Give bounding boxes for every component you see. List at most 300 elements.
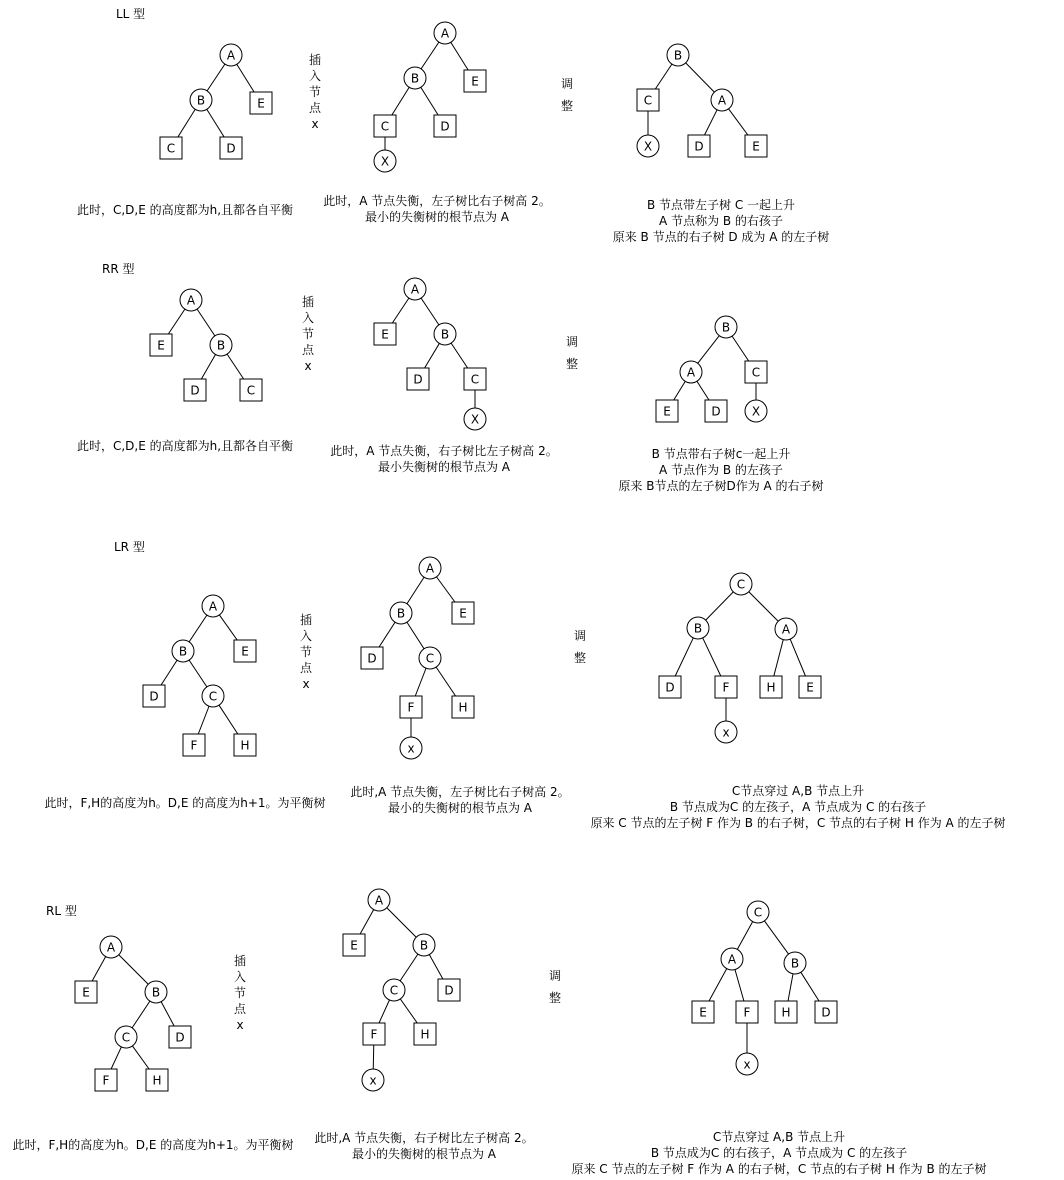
node-c: [730, 573, 752, 595]
caption-line: 此时,A 节点失衡，右子树比左子树高 2。: [314, 1131, 534, 1145]
caption-inserted: [314, 1130, 533, 1161]
caption-line: 此时，A 节点失衡，右子树比左子树高 2。: [330, 444, 558, 458]
tree-edge: [698, 336, 719, 364]
insert-label-char: 节: [233, 986, 247, 1000]
subtree-d: [815, 1001, 837, 1023]
subtree-d: [438, 979, 460, 1001]
adjust-label-char: 调: [565, 335, 579, 349]
node-label: E: [459, 606, 467, 621]
subtree-c: [464, 368, 486, 390]
node-label: C: [753, 905, 763, 920]
adjust-label-char: 调: [548, 969, 562, 983]
tree-edge: [415, 668, 426, 696]
node-c: [383, 979, 405, 1001]
node-x: [715, 721, 737, 743]
subtree-h: [414, 1023, 436, 1045]
subtree-e: [250, 92, 272, 114]
node-label: C: [121, 1030, 131, 1045]
caption-line: 原来 B 节点的右子树 D 成为 A 的左子树: [612, 230, 830, 244]
insert-node-label: [302, 294, 315, 373]
subtree-d: [434, 115, 456, 137]
tree-edge: [379, 1000, 389, 1023]
node-label: B: [178, 644, 188, 659]
caption-line: B 节点带左子树 C 一起上升: [646, 198, 796, 212]
tree-edge: [178, 109, 195, 137]
tree-adjusted: [659, 573, 821, 743]
tree-edge: [407, 577, 424, 604]
node-label: C: [751, 365, 761, 380]
insert-label-char: 入: [301, 311, 315, 325]
tree-edge: [749, 592, 778, 621]
node-label: X: [643, 139, 653, 154]
caption-line: C节点穿过 A,B 节点上升: [731, 784, 865, 798]
tree-before: [160, 44, 272, 159]
node-label: E: [752, 139, 760, 154]
subtree-d: [705, 400, 727, 422]
caption-line: 原来 B节点的左子树D作为 A 的右子树: [618, 479, 824, 493]
node-label: A: [717, 93, 727, 108]
node-label: C: [208, 689, 218, 704]
node-label: H: [152, 1073, 162, 1088]
caption-line: 最小的失衡树的根节点为 A: [387, 801, 533, 815]
node-label: A: [686, 365, 696, 380]
node-c: [115, 1026, 137, 1048]
insert-label-char: x: [304, 359, 312, 373]
tree-edge: [429, 955, 443, 979]
node-label: E: [663, 404, 671, 419]
node-label: C: [380, 119, 390, 134]
node-label: F: [102, 1073, 110, 1088]
node-a: [368, 889, 390, 911]
tree-edge: [425, 343, 440, 368]
node-label: C: [389, 983, 399, 998]
node-label: B: [721, 320, 731, 335]
tree-edge: [132, 1001, 150, 1028]
insert-label-char: 节: [308, 85, 322, 99]
node-label: F: [743, 1005, 751, 1020]
tree-adjusted: [656, 316, 767, 422]
tree-edge: [161, 660, 177, 685]
tree-edge: [774, 640, 783, 676]
subtree-d: [169, 1026, 191, 1048]
panel-title: LR 型: [114, 540, 145, 554]
node-label: E: [82, 985, 90, 1000]
tree-edge: [111, 1047, 121, 1069]
subtree-h: [452, 696, 474, 718]
tree-edge: [379, 622, 395, 647]
insert-label-char: 点: [299, 661, 313, 675]
node-x: [745, 400, 767, 422]
panel-title: RR 型: [102, 262, 135, 276]
caption-inserted: [323, 193, 550, 224]
node-label: C: [736, 577, 746, 592]
caption-line: A 节点称为 B 的右孩子: [659, 214, 783, 228]
tree-edge: [421, 42, 439, 69]
subtree-d: [688, 135, 710, 157]
node-b: [413, 934, 435, 956]
tree-inserted: [374, 22, 486, 172]
insert-label-char: 节: [299, 645, 313, 659]
node-label: H: [420, 1027, 430, 1042]
node-label: B: [790, 956, 800, 971]
subtree-e: [692, 1001, 714, 1023]
tree-edge: [709, 969, 727, 1001]
insert-node-label: [309, 52, 322, 131]
node-label: A: [727, 952, 737, 967]
node-b: [210, 334, 232, 356]
tree-edge: [132, 1046, 149, 1069]
adjust-label-char: 整: [560, 99, 574, 113]
subtree-e: [745, 135, 767, 157]
caption-inserted: [350, 784, 569, 815]
tree-edge: [201, 355, 215, 379]
tree-inserted: [343, 889, 460, 1091]
adjust-label: [566, 335, 578, 371]
node-a: [680, 361, 702, 383]
node-label: E: [350, 938, 358, 953]
caption-inserted: [330, 443, 557, 474]
caption-adjusted: [571, 1129, 986, 1176]
node-label: H: [766, 680, 776, 695]
node-a: [721, 948, 743, 970]
node-c: [202, 685, 224, 707]
tree-edge: [421, 298, 439, 325]
subtree-c: [240, 379, 262, 401]
tree-edge: [451, 42, 468, 70]
tree-edge: [790, 639, 805, 676]
subtree-c: [637, 89, 659, 111]
caption-line: B 节点成为C 的右孩子，A 节点成为 C 的左孩子: [650, 1146, 908, 1160]
node-label: H: [458, 700, 468, 715]
tree-edge: [189, 660, 207, 687]
caption-line: 此时，C,D,E 的高度都为h,且都各自平衡: [76, 439, 294, 453]
subtree-f: [736, 1001, 758, 1023]
node-label: x: [369, 1073, 377, 1088]
node-label: D: [444, 983, 454, 998]
node-label: A: [425, 561, 435, 576]
node-label: B: [216, 338, 226, 353]
subtree-e: [150, 334, 172, 356]
tree-edge: [703, 638, 721, 676]
caption-adjusted: [590, 783, 1005, 830]
node-label: A: [226, 48, 236, 63]
node-label: x: [743, 1057, 751, 1072]
caption-line: 此时，A 节点失衡，左子树比右子树高 2。: [323, 194, 551, 208]
panel-title: RL 型: [46, 904, 77, 918]
node-x: [464, 408, 486, 430]
subtree-d: [407, 368, 429, 390]
node-label: E: [241, 644, 249, 659]
node-label: B: [673, 48, 683, 63]
node-a: [180, 289, 202, 311]
tree-edge: [437, 577, 455, 602]
node-label: D: [226, 141, 236, 156]
node-a: [711, 89, 733, 111]
node-label: A: [374, 893, 384, 908]
subtree-e: [656, 400, 678, 422]
node-label: D: [694, 139, 704, 154]
tree-edge: [161, 1002, 174, 1026]
node-label: X: [751, 404, 761, 419]
insert-label-char: 点: [301, 343, 315, 357]
tree-edge: [207, 109, 224, 137]
tree-edge: [207, 64, 225, 91]
adjust-label: [561, 77, 573, 113]
node-label: A: [186, 293, 196, 308]
node-label: A: [208, 599, 218, 614]
adjust-label-char: 整: [548, 991, 562, 1005]
subtree-c: [745, 361, 767, 383]
caption-line: 最小的失衡树的根节点为 A: [351, 1147, 497, 1161]
subtree-e: [452, 602, 474, 624]
tree-edge: [451, 343, 468, 368]
tree-edge: [92, 957, 106, 981]
tree-edge: [407, 622, 424, 649]
tree-edge: [675, 638, 693, 676]
caption-line: B 节点成为C 的左孩子，A 节点成为 C 的右孩子: [669, 800, 927, 814]
insert-label-char: x: [302, 677, 310, 691]
caption-before: [77, 438, 293, 453]
caption-adjusted: [618, 446, 823, 493]
tree-edge: [197, 309, 215, 336]
node-b: [715, 316, 737, 338]
node-label: H: [781, 1005, 791, 1020]
node-b: [434, 323, 456, 345]
subtree-h: [775, 1001, 797, 1023]
tree-edge: [373, 1045, 374, 1069]
caption-line: A 节点作为 B 的左孩子: [659, 463, 783, 477]
caption-line: 此时，F,H的高度为h。D,E 的高度为h+1。为平衡树: [12, 1138, 294, 1152]
subtree-e: [374, 323, 396, 345]
insert-label-char: 点: [308, 101, 322, 115]
tree-edge: [219, 615, 237, 640]
tree-edge: [705, 110, 718, 135]
node-a: [100, 936, 122, 958]
node-a: [434, 22, 456, 44]
subtree-f: [183, 734, 205, 756]
subtree-f: [400, 696, 422, 718]
node-label: E: [699, 1005, 707, 1020]
tree-edge: [392, 298, 409, 323]
subtree-d: [184, 379, 206, 401]
node-label: E: [157, 338, 165, 353]
caption-line: 此时，F,H的高度为h。D,E 的高度为h+1。为平衡树: [44, 796, 326, 810]
insert-node-label: [234, 953, 247, 1032]
tree-edge: [674, 381, 685, 400]
insert-label-char: x: [236, 1018, 244, 1032]
insert-label-char: x: [311, 117, 319, 131]
caption-before: [12, 1137, 293, 1152]
node-label: C: [246, 383, 256, 398]
adjust-label-char: 整: [573, 651, 587, 665]
node-label: D: [665, 680, 675, 695]
node-x: [374, 150, 396, 172]
adjust-label: [549, 969, 561, 1005]
node-b: [172, 640, 194, 662]
panel-ll: [77, 6, 829, 244]
node-b: [667, 44, 689, 66]
tree-edge: [189, 615, 207, 642]
subtree-h: [760, 676, 782, 698]
tree-edge: [237, 64, 254, 92]
node-label: C: [166, 141, 176, 156]
subtree-d: [220, 137, 242, 159]
subtree-d: [659, 676, 681, 698]
subtree-f: [95, 1069, 117, 1091]
node-label: D: [149, 689, 159, 704]
node-label: B: [693, 621, 703, 636]
node-label: B: [396, 606, 406, 621]
node-label: A: [781, 622, 791, 637]
node-label: E: [381, 327, 389, 342]
tree-edge: [387, 908, 416, 937]
tree-inserted: [361, 557, 474, 759]
node-label: C: [643, 93, 653, 108]
node-label: D: [413, 372, 423, 387]
insert-label-char: 节: [301, 327, 315, 341]
node-label: D: [711, 404, 721, 419]
insert-label-char: 入: [299, 629, 313, 643]
insert-label-char: 插: [301, 295, 315, 309]
node-a: [775, 618, 797, 640]
tree-edge: [801, 972, 819, 1001]
node-label: B: [419, 938, 429, 953]
node-label: x: [407, 741, 415, 756]
subtree-f: [363, 1023, 385, 1045]
node-label: A: [410, 282, 420, 297]
node-label: D: [367, 651, 377, 666]
tree-adjusted: [692, 901, 837, 1075]
node-x: [736, 1053, 758, 1075]
tree-edge: [392, 87, 409, 115]
tree-before: [150, 289, 262, 401]
tree-edge: [686, 63, 715, 92]
tree-edge: [788, 974, 793, 1001]
adjust-label-char: 调: [573, 629, 587, 643]
tree-edge: [168, 309, 185, 334]
subtree-c: [374, 115, 396, 137]
node-label: D: [175, 1030, 185, 1045]
node-label: E: [471, 74, 479, 89]
tree-inserted: [374, 278, 486, 430]
node-label: X: [380, 154, 390, 169]
node-x: [637, 135, 659, 157]
insert-label-char: 插: [308, 53, 322, 67]
node-label: D: [821, 1005, 831, 1020]
tree-edge: [219, 705, 238, 734]
tree-edge: [400, 954, 418, 981]
node-label: F: [407, 700, 415, 715]
tree-edge: [706, 592, 734, 620]
panel-rr: [77, 261, 824, 493]
node-label: D: [190, 383, 200, 398]
node-b: [390, 602, 412, 624]
node-a: [220, 44, 242, 66]
tree-edge: [697, 381, 709, 400]
node-label: F: [370, 1027, 378, 1042]
caption-before: [77, 202, 293, 217]
subtree-e: [234, 640, 256, 662]
subtree-e: [799, 676, 821, 698]
caption-line: B 节点带右子树c一起上升: [651, 447, 791, 461]
insert-label-char: 插: [299, 613, 313, 627]
panel-lr: [44, 539, 1005, 830]
tree-edge: [360, 910, 374, 934]
node-label: H: [240, 738, 250, 753]
caption-line: 此时，C,D,E 的高度都为h,且都各自平衡: [76, 203, 294, 217]
subtree-e: [343, 934, 365, 956]
node-b: [404, 67, 426, 89]
panel-rl: [12, 889, 986, 1176]
caption-line: 此时,A 节点失衡，左子树比右子树高 2。: [350, 785, 570, 799]
subtree-d: [361, 647, 383, 669]
node-a: [202, 595, 224, 617]
tree-edge: [729, 109, 748, 135]
node-label: A: [106, 940, 116, 955]
panel-title: LL 型: [116, 7, 146, 21]
adjust-label: [574, 629, 586, 665]
tree-edge: [737, 922, 752, 950]
node-label: x: [722, 725, 730, 740]
tree-edge: [227, 354, 244, 379]
node-c: [747, 901, 769, 923]
caption-line: 最小的失衡树的根节点为 A: [364, 210, 510, 224]
insert-label-char: 插: [233, 954, 247, 968]
node-label: E: [257, 96, 265, 111]
caption-line: C节点穿过 A,B 节点上升: [712, 1130, 846, 1144]
tree-before: [143, 595, 256, 756]
caption-adjusted: [613, 197, 830, 244]
node-label: A: [440, 26, 450, 41]
node-c: [419, 647, 441, 669]
caption-line: 原来 C 节点的左子树 F 作为 B 的右子树，C 节点的右子树 H 作为 A 的左子树: [590, 816, 1006, 830]
subtree-h: [146, 1069, 168, 1091]
insert-label-char: 点: [233, 1002, 247, 1016]
caption-before: [44, 795, 325, 810]
tree-adjusted: [637, 44, 767, 157]
subtree-e: [464, 70, 486, 92]
node-x: [362, 1069, 384, 1091]
tree-edge: [400, 999, 417, 1023]
node-label: X: [470, 412, 480, 427]
node-a: [419, 557, 441, 579]
tree-edge: [198, 706, 209, 734]
subtree-h: [234, 734, 256, 756]
node-label: E: [806, 680, 814, 695]
node-label: D: [440, 119, 450, 134]
node-label: B: [151, 985, 161, 1000]
tree-edge: [764, 921, 788, 954]
node-x: [400, 737, 422, 759]
caption-line: 最小失衡树的根节点为 A: [377, 460, 511, 474]
tree-before: [75, 936, 191, 1091]
insert-label-char: 入: [308, 69, 322, 83]
tree-edge: [735, 970, 744, 1001]
tree-edge: [421, 87, 438, 115]
node-label: B: [440, 327, 450, 342]
tree-edge: [655, 64, 672, 89]
node-label: B: [196, 93, 206, 108]
subtree-d: [143, 685, 165, 707]
node-label: F: [190, 738, 198, 753]
node-label: C: [470, 372, 480, 387]
adjust-label-char: 调: [560, 77, 574, 91]
node-b: [190, 89, 212, 111]
node-b: [145, 981, 167, 1003]
insert-label-char: 入: [233, 970, 247, 984]
insert-node-label: [300, 612, 313, 691]
node-label: B: [410, 71, 420, 86]
